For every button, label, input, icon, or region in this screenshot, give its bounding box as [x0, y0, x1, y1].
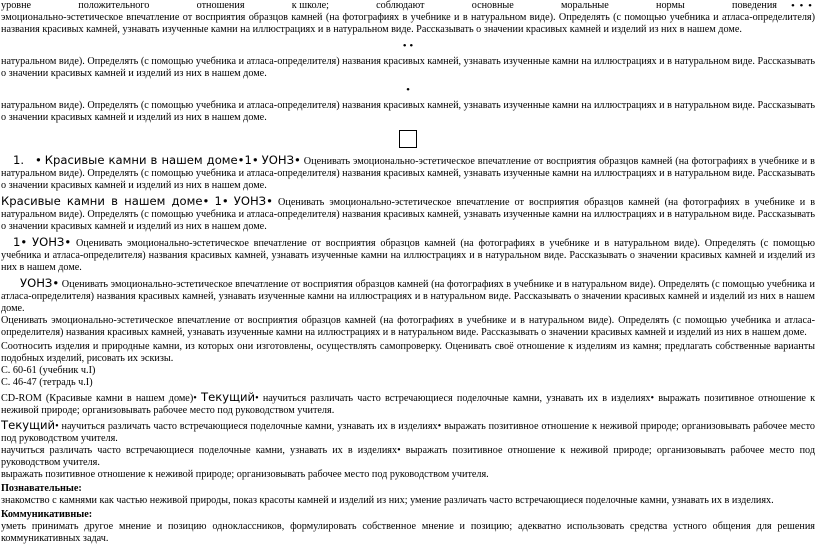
cdrom-lead: CD-ROM (Красивые камни в нашем доме): [1, 393, 194, 404]
communicative-heading: Коммуникативные:: [1, 509, 93, 520]
current-line: [1, 419, 815, 445]
top-word-6: основные: [471, 0, 514, 11]
bullet-icon: •: [251, 153, 259, 167]
center-bullets-2: •: [406, 84, 410, 96]
top-line: [1, 0, 815, 12]
bullet-icon: •: [650, 393, 655, 404]
communicative-text: уметь принимать другое мнение и позицию одноклассников, формулировать собственное мнение и позицию; адекватно использовать средства устного общения для решения коммуникативных задач.: [1, 521, 815, 544]
cognitive-heading: Познавательные:: [1, 483, 82, 494]
textbook-reference: С. 60-61 (учебник ч.I): [1, 365, 96, 376]
item-1-text: Оценивать эмоционально-эстетическое впечатление от восприятия образцов камней (на фотографиях в учебнике и в натуральном виде). Определять (с помощью учебника и атласа-определителя) названия красивых камней, узнавать изученные камни на иллюстрациях и в натуральном виде. Рассказывать о значении красивых камней и изделий из них в нашем доме.: [1, 156, 815, 191]
top-word-4: к школе;: [291, 0, 329, 11]
bullet-icon: •: [221, 194, 229, 208]
cdrom-attitude: выражать позитивное отношение к неживой природе; организовывать рабочее место под руководством учителя.: [1, 393, 816, 416]
center-bullets-1: • •: [402, 40, 414, 52]
top-bullets: • • •: [790, 0, 813, 12]
cognitive-text: знакомство с камнями как частью неживой природы, показ красоты камней и изделий из них; умение различать часто встречающиеся поделочные камни, узнавать их в изделиях.: [1, 495, 774, 506]
top-word-7: моральные: [560, 0, 609, 11]
bullet-icon: •: [437, 421, 442, 432]
bullet-icon: •: [237, 153, 245, 167]
bullet-icon: •: [55, 421, 59, 432]
bullet-icon: •: [266, 194, 273, 208]
top-word-5: соблюдают: [376, 0, 425, 11]
item-3-tag: УОНЗ: [32, 235, 65, 249]
bullet-icon: •: [20, 235, 28, 249]
self-check-text: Соотносить изделия и природные камни, из которых они изготовлены, осуществлять самопроверку. Оценивать своё отношение к изделиям из камня; предлагать собственные варианты подобных изделий, рисовать их эскизы.: [1, 341, 815, 364]
bullet-icon: •: [52, 276, 60, 290]
bullet-icon: •: [294, 153, 301, 167]
workbook-reference: С. 46-47 (тетрадь ч.I): [1, 377, 93, 388]
empty-square: [399, 130, 417, 148]
item-1: [1, 154, 815, 192]
learn-line: [1, 445, 815, 469]
current-attitude: выражать позитивное отношение к неживой природе; организовывать рабочее место под руководством учителя.: [1, 421, 815, 444]
top-word-1: уровне: [1, 0, 32, 11]
current-learn: научиться различать часто встречающиеся поделочные камни, узнавать их в изделиях: [61, 421, 438, 432]
item-2-text: Оценивать эмоционально-эстетическое впечатление от восприятия образцов камней (на фотографиях в учебнике и в натуральном виде). Определять (с помощью учебника и атласа-определителя) названия красивых камней, узнавать изученные камни на иллюстрациях и в натуральном виде. Рассказывать о значении красивых камней и изделий из них в нашем доме.: [1, 197, 816, 232]
paragraph-a: эмоционально-эстетическое впечатление от восприятия образцов камней (на фотографиях в учебнике и в натуральном виде). Определять (с помощью учебника и атласа-определителя) названия красивых камней, узнавать изученные камни на иллюстрациях и в натуральном виде. Рассказывать о значении красивых камней и изделий из них в нашем доме.: [1, 12, 815, 35]
top-word-9: поведения: [732, 0, 777, 11]
item-4-tag: УОНЗ: [20, 276, 53, 290]
bullet-icon: •: [397, 445, 401, 456]
bullet-icon: •: [202, 194, 210, 208]
top-word-3: отношения: [196, 0, 245, 11]
checkbox-square-row: [1, 130, 815, 150]
top-word-2: положительного: [78, 0, 150, 11]
cdrom-line: [1, 391, 815, 417]
attitude-line: выражать позитивное отношение к неживой природе; организовывать рабочее место под руководством учителя.: [1, 469, 489, 480]
top-word-8: нормы: [656, 0, 685, 11]
item-3-text: Оценивать эмоционально-эстетическое впечатление от восприятия образцов камней (на фотографиях в учебнике и в натуральном виде). Определять (с помощью учебника и атласа-определителя) названия красивых камней, узнавать изученные камни на иллюстрациях и в натуральном виде. Рассказывать о значении красивых камней и изделий из них в нашем доме.: [1, 238, 816, 273]
item-2-title: Красивые камни в нашем доме: [1, 194, 203, 208]
item-4: [1, 277, 815, 315]
item-1-tag: УОНЗ: [261, 153, 295, 167]
item-2-tag: УОНЗ: [233, 194, 267, 208]
learn-line-attitude: выражать позитивное отношение к неживой природе; организовывать рабочее место под руководством учителя.: [1, 445, 816, 468]
learn-line-learn: научиться различать часто встречающиеся поделочные камни, узнавать их в изделиях: [1, 445, 398, 456]
paragraph-b: натуральном виде). Определять (с помощью учебника и атласа-определителя) названия красивых камней, узнавать изученные камни на иллюстрациях и в натуральном виде. Рассказывать о значении красивых камней и изделий из них в нашем доме.: [1, 56, 815, 79]
item-3: [1, 236, 815, 274]
current-label: Текущий: [1, 418, 56, 432]
bullet-icon: •: [255, 393, 259, 404]
paragraph-c: натуральном виде). Определять (с помощью учебника и атласа-определителя) названия красивых камней, узнавать изученные камни на иллюстрациях и в натуральном виде. Рассказывать о значении красивых камней и изделий из них в нашем доме.: [1, 100, 815, 123]
item-5: Оценивать эмоционально-эстетическое впечатление от восприятия образцов камней (на фотографиях в учебнике и в натуральном виде). Определять (с помощью учебника и атласа-определителя) названия красивых камней, узнавать изученные камни на иллюстрациях и в натуральном виде. Рассказывать о значении красивых камней и изделий из них в нашем доме.: [1, 315, 815, 338]
item-1-number: 1.: [13, 153, 25, 167]
bullet-icon: •: [64, 235, 72, 249]
bullet-icon: •: [34, 153, 42, 167]
bullet-icon: •: [193, 393, 197, 404]
item-4-text: Оценивать эмоционально-эстетическое впечатление от восприятия образцов камней (на фотографиях в учебнике и в натуральном виде). Определять (с помощью учебника и атласа-определителя) названия красивых камней, узнавать изученные камни на иллюстрациях и в натуральном виде. Рассказывать о значении красивых камней и изделий из них в нашем доме.: [1, 279, 815, 314]
item-3-code: 1: [13, 235, 21, 249]
item-1-title: Красивые камни в нашем доме: [44, 153, 238, 167]
cdrom-learn: научиться различать часто встречающиеся поделочные камни, узнавать их в изделиях: [262, 393, 651, 404]
item-2-code: 1: [214, 194, 222, 208]
item-2: [1, 195, 815, 233]
document-page: [1, 0, 815, 545]
cdrom-label: Текущий: [200, 390, 256, 404]
item-1-code: 1: [244, 153, 252, 167]
